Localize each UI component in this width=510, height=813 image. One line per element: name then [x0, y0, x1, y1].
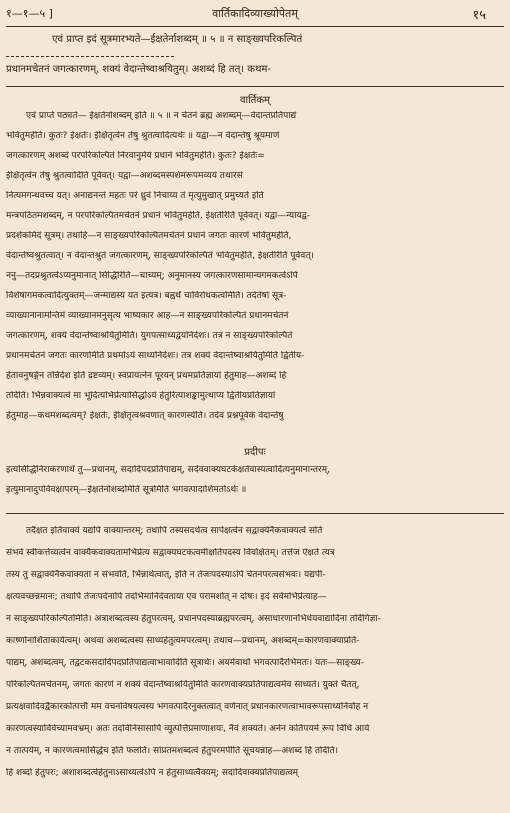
pradipa-line: तदैक्षत इतिवाक्यं यद्यपि वाक्यान्तरम्; तथापि तस्यसदर्थत्व सापेक्षत्वेन सद्वाक्येनैकवाक्यत्वे सति — [26, 526, 323, 536]
vartika-line: तदिति। भिन्नवाक्यत्वं मा भूदित्यभिप्रेत्यासिद्धोऽयं हेतुरित्याशङ्कामुत्थाप्य द्वितीयप्रतिज्ञायां — [6, 391, 276, 401]
vartika-heading: वार्तिकम् — [239, 95, 271, 106]
vartika-line: हेतुमाह—कथमशब्दत्वम्? ईक्षतेः, ईक्षितृत्वश्रवणात् कारणस्येति। तदेव प्रश्नपूर्वकं वेदान्तेषु — [6, 411, 284, 421]
vartika-line: जगत्कारणम् अशब्दं परपरिकल्पितं निरवानुमेयं प्रधानं भवितुमर्हति। कुतः? ईक्षतेः= — [6, 151, 265, 161]
page-number: १५ — [472, 8, 486, 23]
vartika-line: ईक्षितृत्वेन तेषु श्रुतत्वादिति पूर्ववत्। यद्वा—अशब्दमस्पर्शमरूपमव्ययं तथारसं — [6, 171, 243, 181]
bhashya-rule — [6, 86, 504, 87]
pradipa-line: परिकल्पितमचेतनम्, जगतः कारणं न शक्यं वेदान्तेष्वाश्रयितुमिति कारणवाक्यप्रतिपाद्यत्वमेव साध्यते। युक्तं चैतत्, — [6, 680, 360, 690]
vartika-line: व्याख्यानानामन्तिमं व्याख्यानमनुसृत्य भाष्यकार आह—न साङ्ख्यपरिकल्पितं प्रधानमचेतनं — [6, 311, 289, 321]
pradipa-line: संभवे स्वीकर्त्तव्यत्वेन वाक्यैकवाक्यतामभिप्रेत्य सद्वाक्यघटकत्वमीक्षतिपदस्य विवक्षितम्। तत्तेज ऐक्षते त्यत्र — [6, 548, 335, 558]
vartika-line: विशेषागमकत्वादित्युक्तम्—जन्माद्यस्य यत इत्यत्र। बह्वर्थं चाविरोधकत्वमिति। तदेतेषां सूत्र- — [6, 291, 287, 301]
pradipa-heading: प्रदीपः — [244, 447, 266, 458]
pradipa-line: क्षत्यवच्छन्नमानः; तथापि तेजःपदेनापि तदभिमानिदेवताया एव परामर्शात् न दोषः। इदं सर्वमभिप्रेत्याह— — [6, 592, 327, 602]
vartika-line: मन्त्रपठितमशब्दम्, न परपरिकल्पितमचेतनं प्रधानं भवितुमर्हति, ईक्षतेरिति पूर्ववत्। यद्वा—न्यायद्व- — [6, 211, 311, 221]
vartika-line: एवं प्राप्ते पठ्यते— ईक्षतेर्नाशब्दम् इति ॥ ५ ॥ न चेतनं ब्रह्म अशब्दम्—वेदान्तप्रतिपाद्यं — [26, 111, 297, 121]
sutra-line: एवं प्राप्त इदं सूत्रमारभ्यते—ईक्षतेर्नाशब्दम् ॥ ५ ॥ न साङ्ख्यपरिकल्पितं — [52, 34, 303, 45]
pradipa-line: न तात्पर्यम्, न कारणत्वमासिद्धेच इति फलति। सांप्रतमशब्दत्वं हेतुपरमपीति सूचयन्नाह—अशब्दं हि तदिति। — [6, 746, 339, 756]
pradipa-rule — [6, 513, 504, 514]
header-rule — [6, 26, 504, 27]
page-header — [0, 6, 510, 24]
header-section-ref: १—१—५ ] — [6, 7, 53, 20]
vartika-line: प्रदर्शकमिदं सूत्रम्। तथाहि—न साङ्ख्यपरिकल्पितमचेतनं प्रधानं जगतः कारणं भवितुमर्हति, — [6, 231, 292, 241]
sutra-dash-rule — [6, 56, 174, 57]
pradipa-line: पाद्यम्, अशब्दत्वम्, तद्वटकसदादिपदप्रतिपाद्यत्वाभावादिति सूत्रार्थः। अयमेवार्थो भगवत्पादैरभिमतः। यतः—साङ्ख्य- — [6, 658, 365, 668]
pradipa-line: हि शब्दो हेतुपरः; अशाशब्दत्वेहेतुनाऽसाध्यत्वेऽपि न हेतुसाध्यत्वैक्यम्; सदादिवाक्यप्रतिपाद्यत्वम् — [6, 768, 299, 778]
vartika-line: प्रधानमचेतनं जगतः कारणमिति प्रथमोऽयं साध्यनिर्देशः। तत्र शक्यं वेदान्तेष्वाश्रयितुमिति द्वितीय- — [6, 351, 305, 361]
pradipa-line: तस्य तु सद्वाक्येनैकवाक्यता न संभवति, भिन्नार्थत्वात्, इति न तेजःपदस्याऽपि चेतनपरत्वसंभवः। यद्यपी- — [6, 570, 326, 580]
pradipa-line: कारणत्वस्याविवेच्यामवभ्रम्। अतः तदविनिसासापि व्युत्पत्तिप्रमाणाशयः, नैवं शक्यते। अनेन कतिपयमे रूप विधि आये — [6, 724, 370, 734]
vartika-line: हेतावनुषङ्गेन तन्निर्देश इति द्रष्टव्यम्। स्वप्रायत्नेन पूरयन् प्रथमप्रतिज्ञायां हेतुमाह—अशब्दं हि — [6, 371, 287, 381]
vartika-line: नित्यमगन्धवच्च यत्। अनाद्यनन्तं महतः परं ध्रुवं निचाय्य तं मृत्युमुखात् प्रमुच्यते इति — [6, 191, 264, 201]
vartika-line: वेदान्तेष्वश्रुतत्वात्। न वेदान्तश्रुतं जगत्कारणम्, साङ्ख्यपरिकल्पितं भवितुमर्हति, ईक्षतेरिति पूर्ववत्। — [6, 251, 314, 261]
bhashya-line: प्रधानमचेतनं जगत्कारणम्, शक्यं वेदान्तेष्वाश्रयितुम्। अशब्दं हि तत्। कथम- — [6, 64, 271, 75]
pradipa-line: कार्ष्णानाशिताकार्यत्वम्। अथवा अशब्दत्वस्य साध्यहेतुत्वमपरत्वम्। तथाच—प्रधानम्, अशब्दम्=कारणवाक्याप्रति- — [6, 636, 360, 646]
pradipa-line: न साङ्ख्यपरिकल्पितमिति। अत्राशब्दत्वस्य हेतुपरत्वम्, प्रधानपदस्याब्रह्मपरत्वम्, असाधारणानभिधेयवाद्यादिना तदिगिज्ञा- — [6, 614, 381, 624]
pradipa-line: इत्यसिद्धिनिराकरणार्थं तु—प्रधानम्, सदादिपदप्रतिपाद्यम्, सदेववाक्यघटकेक्षतेवास्यत्वादित्यनुमानान्तरम्, — [6, 465, 330, 475]
vartika-line: ननु—तदप्रश्रुतत्वेऽप्यनुमानात् सिद्धिरिति—चाच्यम्; अनुमानस्य जगत्कारणसामान्यगमकत्वेऽपि — [6, 271, 298, 281]
vartika-line: जगत्कारणम्, शक्यं वेदान्तेष्वाश्रयितुमिति। युगपत्साध्यद्वयनिर्देशः। तत्र न साङ्ख्यपरिकल्पितं — [6, 331, 293, 341]
header-title: वार्तिकादिव्याख्योपेतम् — [212, 7, 298, 20]
pradipa-line: इत्युमानादुपविवक्षापरम्—ईक्षतेर्नाशब्दमिति सूत्रमिति भगवत्पादाशिमतोऽर्थः ॥ — [6, 485, 247, 495]
vartika-line: भवितुमर्हति। कुतः? ईक्षतेः। ईक्षितृत्वेन तेषु श्रुतत्वादित्यर्थः ॥ यद्वा—न वेदान्तेषु श्रूयमाणं — [6, 131, 280, 141]
pradipa-line: प्रत्यक्षवादिवद्वैकारकोत्पत्तौ मम वचनविषयत्वस्य भगवत्पादैरनुक्तत्वात् वर्णनात् प्रधानकारणत्वाभावरूपसाध्यनिर्वाह न — [6, 702, 369, 712]
